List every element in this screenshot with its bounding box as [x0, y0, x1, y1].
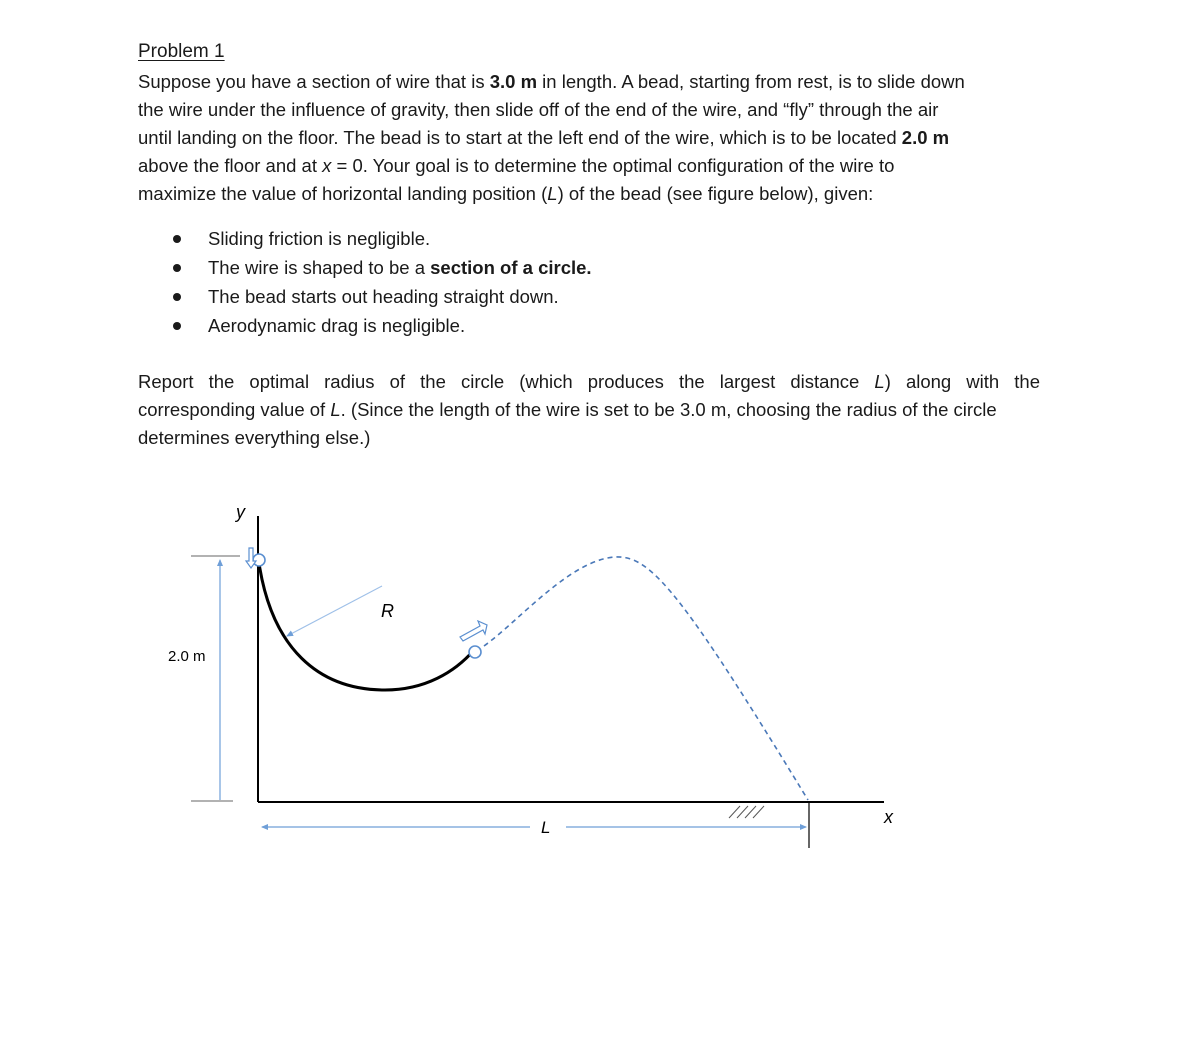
end-bead — [469, 646, 481, 658]
list-item: The wire is shaped to be a section of a circle. — [168, 253, 592, 282]
radius-label: R — [381, 601, 394, 621]
intro-line-1: Suppose you have a section of wire that is 3.0 m in length. A bead, starting from rest, is to slide down — [138, 71, 965, 92]
start-bead — [253, 554, 265, 566]
x-axis-label: x — [884, 807, 893, 827]
floor-hatch — [729, 806, 764, 818]
wire-arc — [258, 556, 474, 690]
intro-line-4: above the floor and at x = 0. Your goal is to determine the optimal configuration of the wire to — [138, 155, 895, 176]
flight-trajectory — [484, 557, 808, 800]
intro-line-5: maximize the value of horizontal landing position (L) of the bead (see figure below), given: — [138, 183, 874, 204]
intro-line-3: until landing on the floor. The bead is to start at the left end of the wire, which is to be located 2.0 m — [138, 127, 950, 148]
radius-line — [287, 586, 382, 636]
list-item: The bead starts out heading straight down. — [168, 282, 592, 311]
report-line-3: determines everything else.) — [138, 427, 371, 448]
list-item: Aerodynamic drag is negligible. — [168, 311, 592, 340]
distance-label: L — [541, 818, 551, 837]
intro-line-2: the wire under the influence of gravity, then slide off of the end of the wire, and “fly” through the air — [138, 99, 939, 120]
report-line-2: corresponding value of L. (Since the length of the wire is set to be 3.0 m, choosing the radius of the circle — [138, 399, 997, 420]
list-item: Sliding friction is negligible. — [168, 224, 592, 253]
wire-length-value: 3.0 m — [489, 71, 538, 92]
y-axis-label: y — [236, 502, 245, 522]
start-height-value: 2.0 m — [901, 127, 950, 148]
launch-arrow-icon — [460, 621, 487, 641]
problem-title: Problem 1 — [138, 41, 225, 62]
height-label: 2.0 m — [168, 648, 206, 665]
report-line-1: Report the optimal radius of the circle (which produces the largest distance L) along with the — [138, 371, 1040, 392]
